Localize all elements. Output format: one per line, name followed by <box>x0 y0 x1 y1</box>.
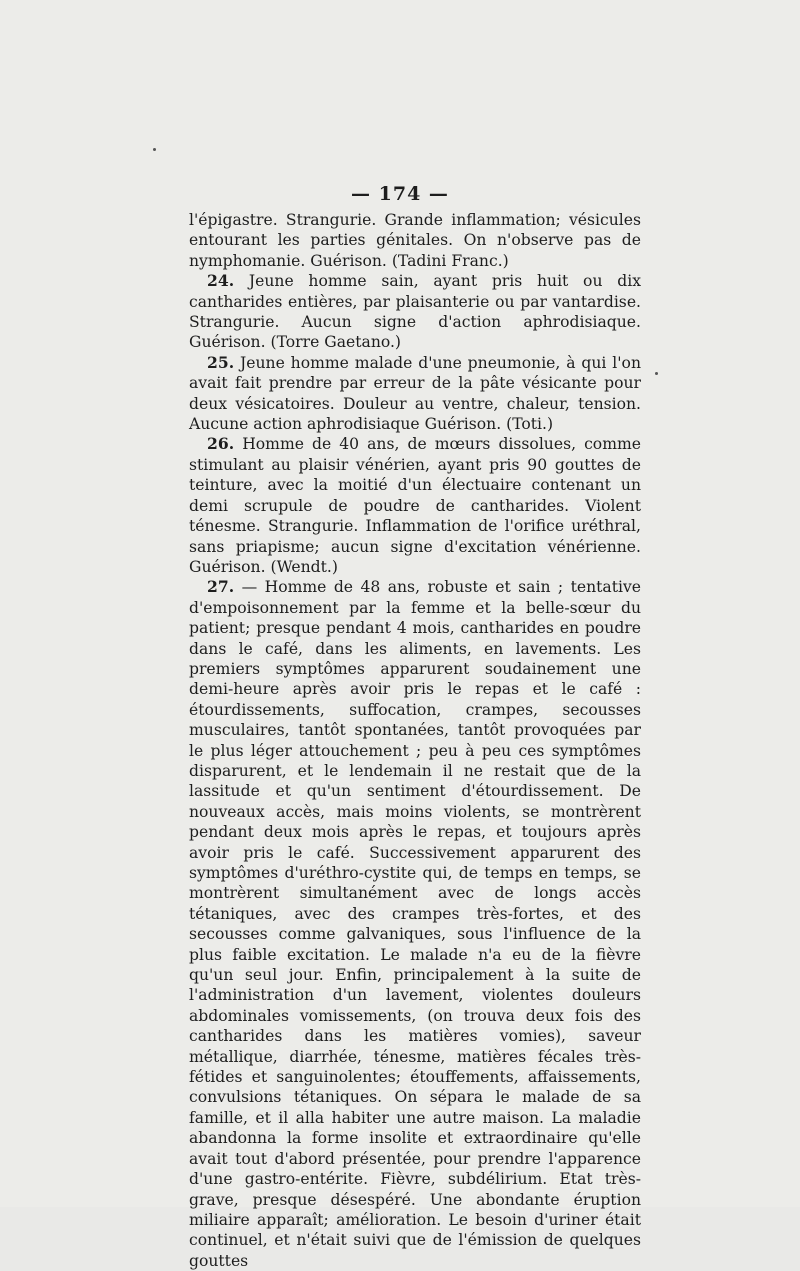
paragraph-case-25 <box>189 353 641 435</box>
paragraph-text: Jeune homme malade d'une pneumonie, à qui l'on avait fait prendre par erreur de la pâte vésicante pour deux vésicatoires. Douleur au ventre, chaleur, tension. Aucune action aphrodisiaque Guérison. (Toti.) <box>189 353 641 434</box>
case-number: 24. <box>207 271 235 291</box>
paragraph-text: l'épigastre. Strangurie. Grande inflammation; vésicules entourant les parties génitales. On n'observe pas de nymphomanie. Guérison. (Tadini Franc.) <box>189 211 641 270</box>
paragraph-case-27 <box>189 577 641 1271</box>
paragraph-continuation <box>189 210 641 271</box>
paragraph-case-24 <box>189 271 641 353</box>
ink-speck <box>655 372 658 375</box>
paragraph-text: — Homme de 48 ans, robuste et sain ; tentative d'empoisonnement par la femme et la belle-sœur du patient; presque pendant 4 mois, cantharides en poudre dans le café, dans les aliments, en lavements. Les premiers symptômes apparurent soudainement une demi-heure après avoir pris le repas et le café : étourdissements, suffocation, crampes, secousses musculaires, tantôt spontanées, tantôt provoquées par le plus léger attouchement ; peu à peu ces symptômes disparurent, et le lendemain il ne restait que de la lassitude et qu'un sentiment d'étourdissement. De nouveaux accès, mais moins violents, se montrèrent pendant deux mois après le repas, et toujours après avoir pris le café. Successivement apparurent des symptômes d'uréthro-cystite qui, de temps en temps, se montrèrent simultanément avec de longs accès tétaniques, avec des crampes très-fortes, et des secousses comme galvaniques, sous l'influence de la plus faible excitation. Le malade n'a eu de la fièvre qu'un seul jour. Enfin, principalement à la suite de l'administration d'un lavement, violentes douleurs abdominales vomissements, (on trouva deux fois des cantharides dans les matières vomies), saveur métallique, diarrhée, ténesme, matières fécales très-fétides et sanguinolentes; étouffements, affaissements, convulsions tétaniques. On sépara le malade de sa famille, et il alla habiter une autre maison. La maladie abandonna la forme insolite et extraordinaire qu'elle avait tout d'abord présentée, pour prendre l'apparence d'une gastro-entérite. Fièvre, subdélirium. Etat très-grave, presque désespéré. Une abondante éruption miliaire apparaît; amélioration. Le besoin d'uriner était continuel, et n'était suivi que de l'émission de quelques gouttes <box>189 578 641 1270</box>
case-number: 25. <box>207 352 235 372</box>
body-text <box>189 210 641 1271</box>
case-number: 26. <box>207 434 235 454</box>
paragraph-text: Homme de 40 ans, de mœurs dissolues, comme stimulant au plaisir vénérien, ayant pris 90 gouttes de teinture, avec la moitié d'un électuaire contenant un demi scrupule de poudre de cantharides. Violent ténesme. Strangurie. Inflammation de l'orifice uréthral, sans priapisme; aucun signe d'excitation vénérienne. Guérison. (Wendt.) <box>189 435 641 576</box>
ink-speck <box>153 148 156 151</box>
case-number: 27. <box>207 577 235 597</box>
paragraph-text: Jeune homme sain, ayant pris huit ou dix cantharides entières, par plaisanterie ou par vantardise. Strangurie. Aucun signe d'action aphrodisiaque. Guérison. (Torre Gaetano.) <box>189 272 641 352</box>
page-number: — 174 — <box>351 183 449 205</box>
paragraph-case-26 <box>189 434 641 577</box>
